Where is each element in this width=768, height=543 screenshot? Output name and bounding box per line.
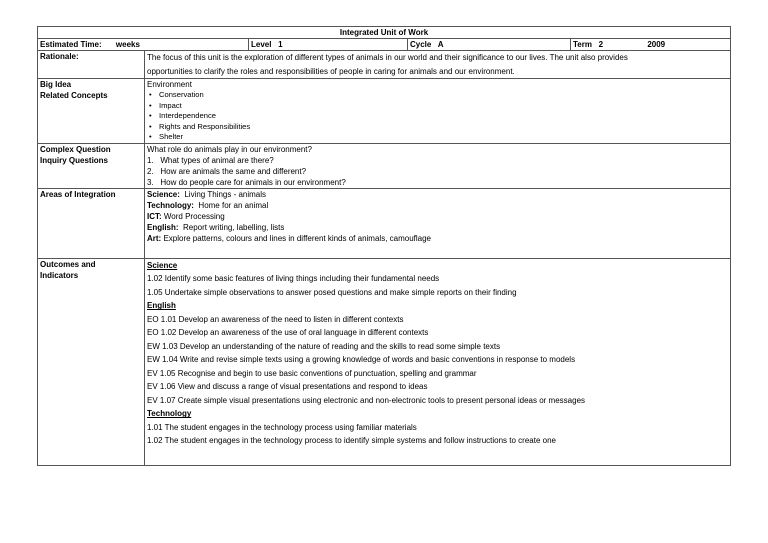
indicators-label: Indicators [40, 270, 79, 280]
english-outcome: EV 1.07 Create simple visual presentations using electronic and non-electronic tools to present personal ideas or messages [147, 395, 586, 405]
questions-label-cell [38, 143, 145, 188]
integration-text: Explore patterns, colours and lines in different kinds of animals, camouflage [161, 233, 431, 243]
cycle-cell: Cycle A [408, 39, 571, 51]
term-label: Term 2 [573, 40, 604, 49]
integration-subject: Science: [147, 189, 180, 199]
english-outcome: EO 1.02 Develop an awareness of the use of oral language in different contexts [147, 328, 429, 338]
term-year: 2009 [647, 40, 666, 49]
related-concept-item: • Interdependence [159, 111, 728, 122]
complex-question-label: Complex Question [40, 144, 111, 154]
integration-subject: English: [147, 222, 179, 232]
document-title: Integrated Unit of Work [38, 27, 731, 39]
integration-text: Report writing, labelling, lists [178, 222, 285, 232]
integration-text: Living Things - animals [179, 189, 267, 199]
integration-item [147, 189, 728, 200]
inquiry-questions-label: Inquiry Questions [40, 155, 109, 165]
related-concepts-label: Related Concepts [40, 91, 108, 100]
integration-item [147, 222, 728, 233]
integration-item [147, 200, 728, 211]
rationale-text [145, 51, 731, 79]
estimated-time-cell [38, 39, 249, 51]
integration-subject: Art: [147, 233, 162, 243]
related-concept-item: • Conservation [159, 90, 728, 101]
unit-table [37, 26, 731, 466]
english-heading: English [147, 301, 176, 311]
related-concept-item: • Rights and Responsibilities [159, 122, 728, 133]
rationale-line: The focus of this unit is the exploration of different types of animals in our world and their significance to our lives. The unit also provides [147, 53, 628, 62]
areas-of-integration-content [145, 188, 731, 258]
rationale-line: opportunities to clarify the roles and responsibilities of people in caring for animals and our environment. [147, 66, 515, 76]
estimated-time-label: Estimated Time: [40, 40, 102, 49]
big-idea-label: Big Idea [40, 80, 72, 89]
related-concept-item: • Impact [159, 101, 728, 112]
integration-text: Word Processing [161, 211, 225, 221]
concepts-content-cell [145, 79, 731, 144]
integration-subject: Technology: [147, 200, 194, 210]
areas-of-integration-label: Areas of Integration [38, 188, 145, 258]
science-heading: Science [147, 260, 178, 270]
english-outcome: EV 1.05 Recognise and begin to use basic conventions of punctuation, spelling and grammar [147, 368, 477, 378]
rationale-label: Rationale: [38, 51, 145, 79]
outcomes-content [145, 258, 731, 465]
technology-outcome: 1.02 The student engages in the technology process to identify simple systems and follow instructions to create one [147, 436, 556, 446]
technology-heading: Technology [147, 409, 192, 419]
integration-subject: ICT: [147, 211, 162, 221]
inquiry-question-item: 3. How do people care for animals in our environment? [147, 177, 346, 187]
outcomes-label-cell [38, 258, 145, 465]
complex-question-value: What role do animals play in our environment? [147, 144, 312, 154]
english-outcome: EW 1.04 Write and revise simple texts using a growing knowledge of words and basic conventions in response to models [147, 355, 576, 365]
related-concepts-list [147, 90, 728, 143]
science-outcome: 1.02 Identify some basic features of living things including their fundamental needs [147, 274, 440, 284]
unit-of-work-document [37, 26, 730, 466]
english-outcome: EW 1.03 Develop an understanding of the nature of reading and the skills to read some simple texts [147, 341, 501, 351]
related-concept-item: • Shelter [159, 132, 728, 143]
level-cell: Level 1 [249, 39, 408, 51]
integration-item [147, 211, 728, 222]
concepts-label-cell [38, 79, 145, 144]
outcomes-label: Outcomes and [40, 259, 96, 269]
inquiry-question-item: 2. How are animals the same and different? [147, 166, 307, 176]
term-cell [571, 39, 731, 51]
english-outcome: EO 1.01 Develop an awareness of the need to listen in different contexts [147, 314, 404, 324]
science-outcome: 1.05 Undertake simple observations to answer posed questions and make simple reports on their finding [147, 287, 517, 297]
integration-item [147, 233, 728, 244]
technology-outcome: 1.01 The student engages in the technology process using familiar materials [147, 422, 417, 432]
english-outcome: EV 1.06 View and discuss a range of visual presentations and respond to ideas [147, 382, 428, 392]
integration-text: Home for an animal [193, 200, 269, 210]
questions-content-cell [145, 143, 731, 188]
estimated-time-value: weeks [115, 40, 140, 49]
inquiry-question-item: 1. What types of animal are there? [147, 155, 274, 165]
big-idea-value: Environment [147, 80, 192, 89]
